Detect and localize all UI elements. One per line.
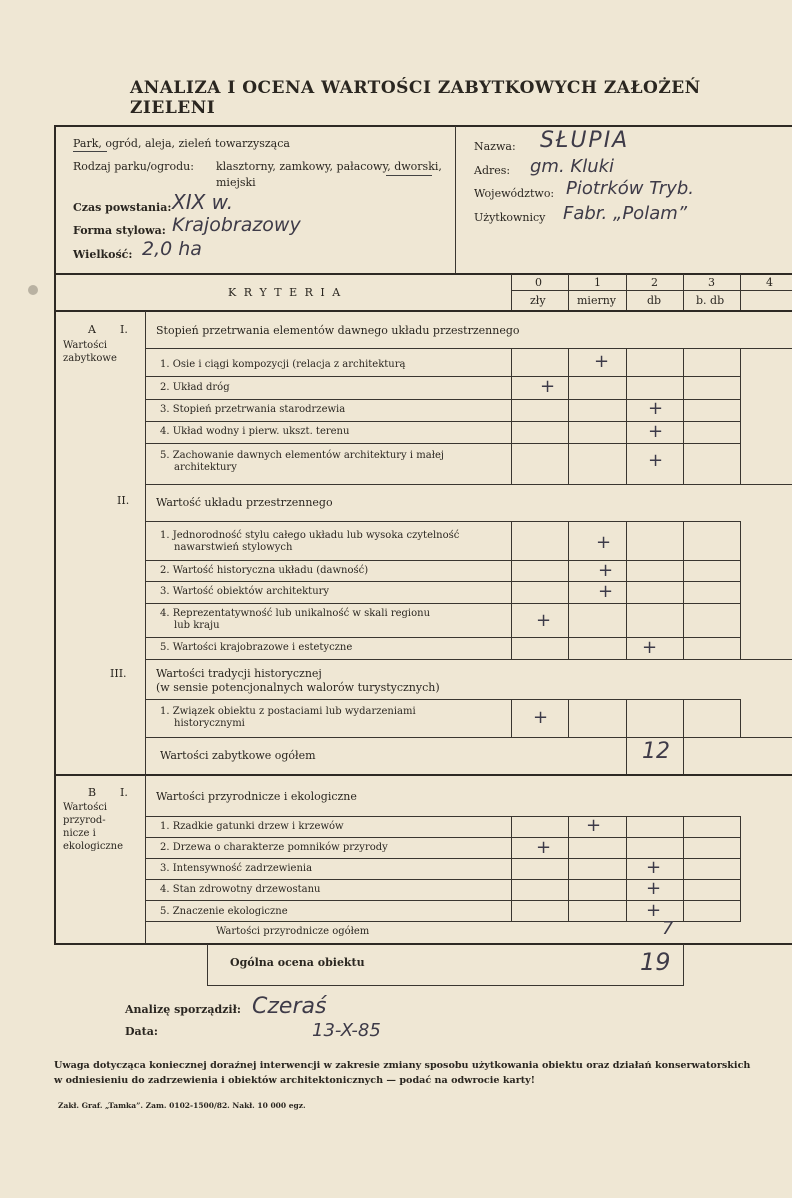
- section-b-group-title: Wartości przyrodnicze i ekologiczne: [156, 790, 357, 803]
- note-line-2: w odniesieniu do zadrzewienia i obiektów architektonicznych — podać na odwrocie karty!: [54, 1075, 535, 1086]
- group-3-roman: III.: [110, 667, 127, 680]
- row-n1-label: 1. Rzadkie gatunki drzew i krzewów: [160, 821, 344, 832]
- v-c-568: [568, 699, 569, 737]
- czas-value: XIX w.: [172, 190, 234, 214]
- hdr-v-568: [568, 274, 569, 310]
- criteria-mid-line: [511, 290, 792, 291]
- v-b-568: [568, 521, 569, 659]
- section-b-total-value: 7: [662, 918, 674, 939]
- wielkosc-label: Wielkość:: [73, 248, 133, 261]
- v-n-683: [683, 816, 684, 921]
- rodzaj-options-2: miejski: [216, 176, 256, 189]
- uzytk-label: Użytkownicy: [474, 211, 546, 224]
- adres-value: gm. Kluki: [530, 156, 615, 177]
- group-2-roman: II.: [117, 494, 130, 507]
- group-3-title-1: Wartości tradycji historycznej: [156, 667, 322, 680]
- row-c1-label: 1. Związek obiektu z postaciami lub wydarzeniami: [160, 706, 416, 717]
- print-info: Zakł. Graf. „Tamka”. Zam. 0102-1500/82. Nakł. 10 000 egz.: [58, 1101, 306, 1110]
- mark-b3: +: [598, 581, 614, 602]
- mark-b4: +: [536, 610, 552, 631]
- group-3-title-2: (w sensie potencjonalnych walorów turystycznych): [156, 681, 440, 694]
- line-376: [145, 376, 741, 377]
- line-484: [145, 484, 792, 485]
- woj-label: Województwo:: [474, 187, 555, 200]
- note-line-1: Uwaga dotycząca koniecznej doraźnej interwencji w zakresie zmiany sposobu użytkowania obiektu oraz działań konserwatorskich: [54, 1060, 751, 1071]
- line-560: [145, 560, 741, 561]
- row-b3-label: 3. Wartość obiektów architektury: [160, 586, 330, 597]
- mark-a5: +: [648, 450, 664, 471]
- frame-left: [54, 125, 56, 944]
- frame-bottom: [54, 943, 792, 945]
- header-bottom-line: [54, 273, 792, 275]
- group-2-title: Wartość układu przestrzennego: [156, 496, 333, 509]
- mark-n1: +: [586, 815, 602, 836]
- section-a-total-label: Wartości zabytkowe ogółem: [160, 749, 316, 762]
- mark-b2: +: [598, 560, 614, 581]
- row-b2-label: 2. Wartość historyczna układu (dawność): [160, 565, 369, 576]
- section-b-total-label: Wartości przyrodnicze ogółem: [216, 926, 370, 937]
- v-b-740: [740, 521, 741, 659]
- section-a-roman: I.: [120, 323, 128, 336]
- data-label: Data:: [125, 1025, 158, 1038]
- v-a-740: [740, 348, 741, 484]
- col0-word: zły: [530, 294, 546, 307]
- col3-word: b. db: [696, 294, 725, 307]
- line-348: [145, 348, 792, 349]
- v-a-683: [683, 348, 684, 484]
- rodzaj-options: klasztorny, zamkowy, pałacowy, dworski,: [216, 160, 442, 173]
- section-a-total-value: 12: [642, 739, 670, 764]
- mark-a3: +: [648, 398, 664, 419]
- col2-num: 2: [651, 276, 658, 289]
- section-b-letter: B: [88, 786, 97, 799]
- v-b-683: [683, 521, 684, 659]
- row-n3-label: 3. Intensywność zadrzewienia: [160, 863, 313, 874]
- criteria-bottom-line: [54, 310, 792, 312]
- v-b-626: [626, 521, 627, 659]
- section-a-name: Wartości zabytkowe: [63, 340, 117, 364]
- line-921: [145, 921, 741, 922]
- v-n-568: [568, 816, 569, 921]
- v-n-511: [511, 816, 512, 921]
- v-c-626: [626, 699, 627, 774]
- line-443: [145, 443, 741, 444]
- row-a4-label: 4. Układ wodny i pierw. ukszt. terenu: [160, 426, 350, 437]
- mark-n2: +: [536, 837, 552, 858]
- park-underline: [73, 151, 107, 152]
- park-line: Park, ogród, aleja, zieleń towarzysząca: [73, 137, 290, 150]
- row-b1-label-2: nawarstwień stylowych: [174, 542, 293, 553]
- mark-b1: +: [596, 532, 612, 553]
- page-title: ANALIZA I OCENA WARTOŚCI ZABYTKOWYCH ZAŁOŻEŃ ZIELENI: [130, 78, 701, 118]
- v-c-740: [740, 699, 741, 737]
- forma-label: Forma stylowa:: [73, 224, 166, 237]
- uzytk-value: Fabr. „Polam”: [563, 203, 688, 224]
- mark-n3: +: [646, 857, 662, 878]
- sporzadzil-label: Analizę sporządził:: [125, 1003, 241, 1016]
- line-581: [145, 581, 741, 582]
- hdr-v-511: [511, 274, 512, 310]
- col0-num: 0: [535, 276, 542, 289]
- v-b-511: [511, 521, 512, 659]
- mark-b5: +: [642, 637, 658, 658]
- wielkosc-value: 2,0 ha: [142, 238, 202, 260]
- punch-hole: [28, 285, 38, 295]
- v-n-626: [626, 816, 627, 921]
- hdr-v-683: [683, 274, 684, 310]
- row-a3-label: 3. Stopień przetrwania starodrzewia: [160, 404, 346, 415]
- overall-label: Ogólna ocena obiektu: [230, 956, 365, 969]
- v-n-740: [740, 816, 741, 921]
- row-b5-label: 5. Wartości krajobrazowe i estetyczne: [160, 642, 353, 653]
- line-521: [145, 521, 741, 522]
- row-n5-label: 5. Znaczenie ekologiczne: [160, 906, 288, 917]
- line-603: [145, 603, 741, 604]
- line-659: [145, 659, 792, 660]
- overall-right: [683, 944, 684, 986]
- header-divider: [455, 126, 456, 274]
- mark-c1: +: [533, 707, 549, 728]
- forma-value: Krajobrazowy: [172, 214, 301, 236]
- row-b4-label: 4. Reprezentatywność lub unikalność w skali regionu: [160, 608, 431, 619]
- nazwa-value: SŁUPIA: [540, 128, 630, 153]
- section-b-roman: I.: [120, 786, 128, 799]
- v-c-511: [511, 699, 512, 737]
- hdr-v-740: [740, 274, 741, 310]
- v-a-511: [511, 348, 512, 484]
- row-a5-label: 5. Zachowanie dawnych elementów architektury i małej: [160, 450, 444, 461]
- row-a5-label-2: architektury: [174, 462, 237, 473]
- v-a-568: [568, 348, 569, 484]
- section-b-name-2: przyrod-: [63, 815, 106, 826]
- overall-value: 19: [640, 948, 671, 976]
- data-value: 13-X-85: [312, 1020, 381, 1041]
- v-a-626: [626, 348, 627, 484]
- adres-label: Adres:: [474, 164, 511, 177]
- hdr-v-626: [626, 274, 627, 310]
- section-b-name-1: Wartości: [63, 802, 108, 813]
- frame-top: [54, 125, 792, 127]
- line-837: [145, 837, 741, 838]
- mark-a4: +: [648, 421, 664, 442]
- line-737: [145, 737, 792, 738]
- row-c1-label-2: historycznymi: [174, 718, 245, 729]
- woj-value: Piotrków Tryb.: [566, 178, 695, 199]
- section-a-bottom: [54, 774, 792, 776]
- signature: Czeraś: [252, 994, 327, 1019]
- row-n2-label: 2. Drzewa o charakterze pomników przyrody: [160, 842, 388, 853]
- dworski-underline: [386, 175, 432, 176]
- mark-n5: +: [646, 900, 662, 921]
- col3-num: 3: [708, 276, 715, 289]
- section-b-name-3: nicze i: [63, 828, 96, 839]
- mark-a1: +: [594, 351, 610, 372]
- v-c-683: [683, 699, 684, 774]
- section-b-left-col-line: [145, 775, 146, 943]
- group-1-title: Stopień przetrwania elementów dawnego układu przestrzennego: [156, 324, 520, 337]
- section-b-name-4: ekologiczne: [63, 841, 124, 852]
- section-a-left-col-line: [145, 311, 146, 774]
- criteria-label: K R Y T E R I A: [228, 286, 343, 299]
- section-a-letter: A: [88, 323, 96, 336]
- line-699: [145, 699, 741, 700]
- mark-a2: +: [540, 376, 556, 397]
- overall-left: [207, 944, 208, 986]
- overall-bottom: [207, 985, 684, 986]
- row-a2-label: 2. Układ dróg: [160, 382, 230, 393]
- czas-label: Czas powstania:: [73, 201, 172, 214]
- nazwa-label: Nazwa:: [474, 140, 516, 153]
- row-b1-label: 1. Jednorodność stylu całego układu lub wysoka czytelność: [160, 530, 460, 541]
- rodzaj-label: Rodzaj parku/ogrodu:: [73, 160, 194, 173]
- col2-word: db: [647, 294, 662, 307]
- row-n4-label: 4. Stan zdrowotny drzewostanu: [160, 884, 321, 895]
- line-816: [145, 816, 741, 817]
- col1-word: mierny: [577, 294, 617, 307]
- row-b4-label-2: lub kraju: [174, 620, 220, 631]
- col4-num: 4: [766, 276, 773, 289]
- mark-n4: +: [646, 878, 662, 899]
- col1-num: 1: [594, 276, 601, 289]
- row-a1-label: 1. Osie i ciągi kompozycji (relacja z architekturą: [160, 359, 406, 370]
